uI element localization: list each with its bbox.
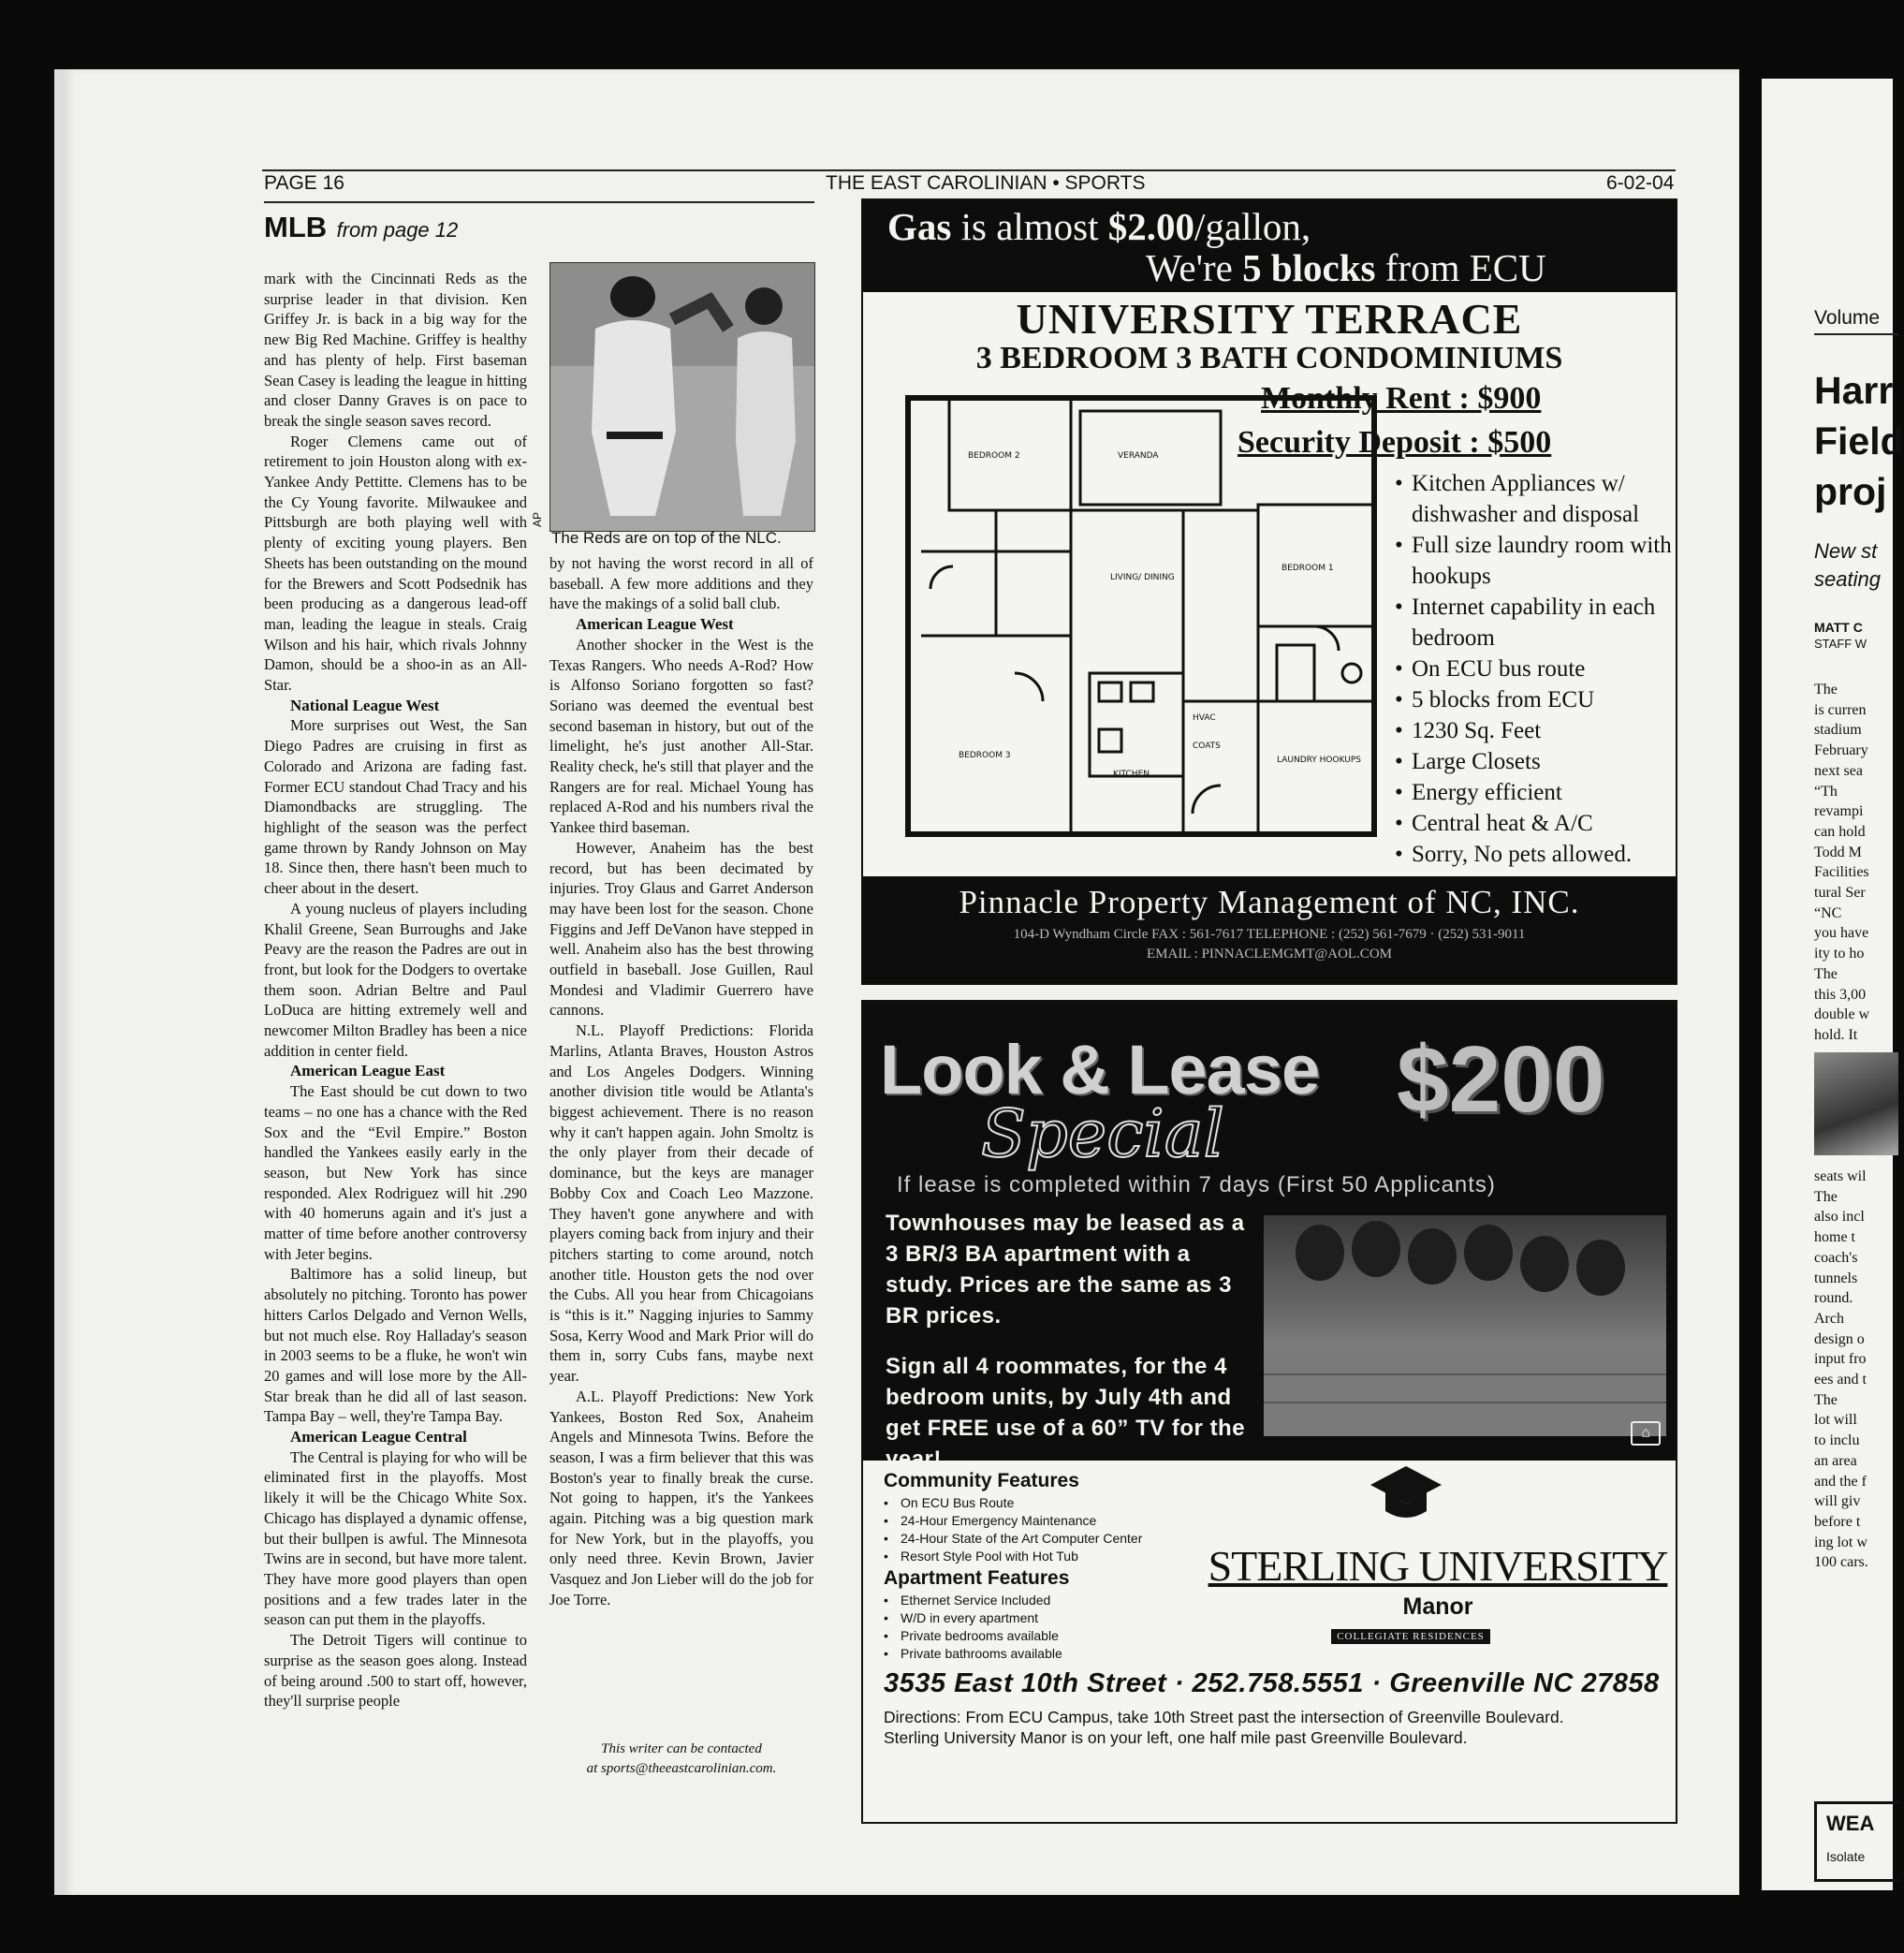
- next-page-photo: [1814, 1052, 1898, 1155]
- roommates-offer: Sign all 4 roommates, for the 4 bedroom units, by July 4th and get FREE use of a 60” TV for the year!: [886, 1354, 1246, 1472]
- feature-item: • Internet capability in each bedroom: [1395, 592, 1676, 653]
- apartment-feature-item: • Private bathrooms available: [884, 1645, 1221, 1663]
- next-deck-line-1: New st: [1814, 539, 1878, 563]
- paragraph: However, Anaheim has the best record, but has been decimated by injuries. Troy Glaus and Garret Anderson may have been lost for the season. Chone Figgins and Jeff DeVanon have stepped in well. Anaheim also has the best throwing outfield in baseball. Jose Guillen, Raul Mondesi and Vladimir Guerrero have cannons.: [549, 838, 813, 1020]
- next-page-fragment: [1762, 79, 1904, 1890]
- paragraph: Baltimore has a solid lineup, but absolutely no pitching. Toronto has power hitters Carlos Delgado and Vernon Wells, but not much else. Roy Halladay's season in 2003 seems to be a fluke, he won't win 20 games and will lose more by the All-Star break than he did all of last season. Tampa Bay – well, they're Tampa Bay.: [264, 1265, 527, 1426]
- body-line: design o: [1814, 1330, 1865, 1347]
- next-box-title: WEA: [1826, 1812, 1875, 1835]
- company-email: EMAIL : PINNACLEMGMT@AOL.COM: [1146, 947, 1392, 962]
- look-lease-panel: [863, 1002, 1676, 1472]
- next-byline: MATT C: [1814, 620, 1863, 635]
- ad-address: 3535 East 10th Street · 252.758.5551 · Greenville NC 27858: [884, 1668, 1660, 1698]
- plan-label-coats: COATS: [1193, 742, 1221, 751]
- graduation-cap-icon: [1369, 1464, 1443, 1534]
- apartment-features-list: [884, 1592, 1221, 1663]
- pool-photo: [1264, 1215, 1666, 1436]
- body-line: this 3,00: [1814, 986, 1867, 1003]
- paragraph: The East should be cut down to two teams – no one has a chance with the Red Sox and the “Evil Empire.” Boston handled the Yankees easily early in the season, but New York has since responded. Alex Rodriguez will hit .290 with 40 homeruns again and it's just a matter of time before another controversy with Jeter begins.: [264, 1082, 527, 1263]
- plan-label-hvac: HVAC: [1193, 713, 1216, 723]
- paragraph: mark with the Cincinnati Reds as the surprise leader in that division. Ken Griffey Jr. is back in a big way for the new Big Red Machine. Griffey is healthy and has plenty of help. First baseman Sean Casey is leading the league in hitting and closer Danny Graves is on pace to break the single season saves record.: [264, 270, 527, 430]
- floor-plan: [902, 392, 1380, 842]
- body-line: hold. It: [1814, 1026, 1858, 1043]
- body-line: The: [1814, 1188, 1838, 1205]
- pinnacle-footer: [863, 876, 1676, 983]
- feature-item: • On ECU bus route: [1395, 653, 1676, 684]
- body-line: home t: [1814, 1229, 1855, 1246]
- body-line: coach's: [1814, 1249, 1858, 1266]
- company-address: 104-D Wyndham Circle FAX : 561-7617 TELEPHONE : (252) 561-7679 · (252) 531-9011: [1013, 927, 1526, 942]
- next-byline-title: STAFF W: [1814, 637, 1867, 651]
- body-line: Arch: [1814, 1310, 1844, 1327]
- body-line: you have: [1814, 925, 1869, 942]
- body-line: tural Ser: [1814, 885, 1866, 902]
- townhouses-text: Townhouses may be leased as a 3 BR/3 BA apartment with a study. Prices are the same as 3 BR prices.: [886, 1211, 1245, 1329]
- sterling-university-ad: [861, 1000, 1677, 1824]
- body-line: next sea: [1814, 762, 1863, 779]
- paragraph: The Central is playing for who will be eliminated first in the playoffs. Most likely it will be the Chicago White Sox. Chicago has displayed a dynamic offense, but their bullpen is awful. The Minnesota Twins are in second, but have more talent. They have more good players than open positions and a few trades later in the season can put them in the playoffs.: [264, 1447, 527, 1629]
- body-line: “Th: [1814, 783, 1838, 800]
- look-lease-title: Look & Lease: [880, 1031, 1320, 1109]
- kicker-rule: [264, 201, 814, 203]
- gas-banner: [863, 200, 1676, 292]
- body-line: 100 cars.: [1814, 1554, 1868, 1571]
- body-line: tunnels: [1814, 1270, 1858, 1286]
- publication-name: THE EAST CAROLINIAN • SPORTS: [826, 172, 1146, 194]
- contact-note: [549, 1740, 813, 1779]
- header-rule: [262, 169, 1676, 171]
- subhead: American League West: [576, 615, 734, 634]
- body-line: an area: [1814, 1452, 1857, 1469]
- next-deck-line-2: seating: [1814, 567, 1881, 591]
- community-features-title: Community Features: [884, 1470, 1079, 1491]
- paragraph: A young nucleus of players including Khalil Greene, Sean Burroughs and Jake Peavy are the reason the Padres are out in front, but look for the Dodgers to overtake them soon. Adrian Beltre and Paul LoDuca are hitting extremely well and newcomer Milton Bradley has been a nice addition in center field.: [264, 899, 527, 1060]
- body-line: “NC: [1814, 904, 1842, 921]
- paragraph: N.L. Playoff Predictions: Florida Marlins, Atlanta Braves, Houston Astros and Los Angeles Dodgers. Winning another division title would be Atlanta's biggest achievement. There is no reason why it can't happen again. John Smoltz is the only player from their decade of dominance, but the keys are manager Bobby Cox and Coach Leo Mazzone. They haven't gone anywhere and with players coming back from injury and their pitchers starting to come around, notch another title. Houston gets the nod over the Cubs. All you hear from Chicagoians is “this is it.” Nagging injuries to Sammy Sosa, Kerry Wood and Mark Prior will do them in, sorry Cubs fans, maybe next year.: [549, 1021, 813, 1386]
- body-line: round.: [1814, 1290, 1853, 1307]
- plan-label-kitchen: KITCHEN: [1113, 770, 1150, 779]
- lease-condition: If lease is completed within 7 days (First 50 Applicants): [897, 1172, 1496, 1197]
- photo-caption: The Reds are on top of the NLC.: [551, 529, 782, 547]
- paragraph: Roger Clemens came out of retirement to join Houston along with ex-Yankee Andy Pettitte. Clemens has to be the Cy Young favorite. Milwaukee and Pittsburgh are both playing well with plenty of exciting young players. Ben Sheets has been outstanding on the mound for the Brewers and Scott Podsednik has been producing as a dangerous lead-off man, leading the league in steals. Craig Wilson and his hair, which rivals Johnny Damon, should be a shoo-in as an All-Star.: [264, 432, 527, 695]
- body-line: The: [1814, 682, 1838, 698]
- feature-item: • Kitchen Appliances w/ dishwasher and disposal: [1395, 468, 1676, 530]
- plan-label-bed3: BEDROOM 3: [959, 751, 1011, 760]
- subhead: American League East: [290, 1062, 446, 1080]
- next-headline-line-1: Harr: [1814, 369, 1894, 412]
- ad-subtitle: 3 BEDROOM 3 BATH CONDOMINIUMS: [975, 341, 1563, 375]
- photo-image: [550, 263, 814, 531]
- feature-item: • Energy efficient: [1395, 777, 1676, 808]
- volume-label: Volume: [1814, 307, 1881, 329]
- special-title: Special: [981, 1095, 1224, 1172]
- next-page-box: [1814, 1801, 1901, 1882]
- ad-title: UNIVERSITY TERRACE: [1016, 295, 1523, 343]
- body-line: revampi: [1814, 803, 1864, 820]
- body-line: can hold: [1814, 823, 1866, 840]
- next-headline-line-2: Field: [1814, 419, 1904, 463]
- body-line: to inclu: [1814, 1432, 1860, 1449]
- brand-manor: Manor: [1402, 1593, 1473, 1620]
- article-column-2: [549, 553, 813, 1610]
- next-deck: [1814, 537, 1881, 594]
- kicker-label: MLB: [264, 211, 328, 243]
- company-name: Pinnacle Property Management of NC, INC.: [959, 884, 1580, 920]
- body-line: Todd M: [1814, 844, 1862, 860]
- next-body-1: [1814, 680, 1869, 1046]
- plan-label-bed2: BEDROOM 2: [968, 451, 1020, 461]
- next-box-text: Isolate: [1826, 1849, 1866, 1864]
- body-line: will giv: [1814, 1493, 1861, 1510]
- feature-item: • Sorry, No pets allowed.: [1395, 839, 1676, 870]
- body-line: The: [1814, 1391, 1838, 1408]
- volume-rule: [1814, 333, 1898, 335]
- directions-line-2: Sterling University Manor is on your left, one half mile past Greenville Boulevard.: [884, 1728, 1468, 1747]
- body-line: before t: [1814, 1513, 1861, 1530]
- community-feature-item: • 24-Hour Emergency Maintenance: [884, 1512, 1221, 1530]
- equal-housing-icon: ⌂: [1631, 1421, 1661, 1446]
- gas-line-1: Gas is almost $2.00/gallon,: [887, 205, 1311, 248]
- body-line: seats wil: [1814, 1168, 1867, 1184]
- plan-label-living: LIVING/ DINING: [1110, 573, 1175, 582]
- monthly-rent: Monthly Rent : $900: [1261, 381, 1542, 416]
- baseball-photo: [549, 262, 815, 532]
- body-line: input fro: [1814, 1351, 1867, 1368]
- apartment-feature-item: • Private bedrooms available: [884, 1627, 1221, 1645]
- body-line: ing lot w: [1814, 1534, 1867, 1550]
- gas-line-2: We're 5 blocks from ECU: [1146, 246, 1546, 289]
- body-line: lot will: [1814, 1412, 1857, 1429]
- body-line: and the f: [1814, 1473, 1867, 1490]
- photo-credit: AP: [531, 511, 545, 528]
- security-deposit: Security Deposit : $500: [1238, 425, 1552, 460]
- body-line: The: [1814, 965, 1838, 982]
- jump-label: from page 12: [336, 218, 459, 242]
- body-line: stadium: [1814, 722, 1862, 739]
- community-feature-item: • 24-Hour State of the Art Computer Center: [884, 1530, 1221, 1548]
- contact-line-1: This writer can be contacted: [601, 1741, 762, 1756]
- brand-tagline: COLLEGIATE RESIDENCES: [1331, 1629, 1490, 1644]
- paragraph: A.L. Playoff Predictions: New York Yankees, Boston Red Sox, Anaheim Angels and Minnesota Twins. Before the season, I was a firm believer that this was Boston's year to finally break the curse. Not going to happen, it's the Yankees again. Pitching was a big question mark for New York, but in the playoffs, you only need three. Kevin Brown, Javier Vasquez and Jon Lieber will do the job for Joe Torre.: [549, 1387, 813, 1608]
- contact-line-2: at sports@theeastcarolinian.com.: [586, 1761, 777, 1776]
- community-feature-item: • On ECU Bus Route: [884, 1494, 1221, 1512]
- plan-label-bed1: BEDROOM 1: [1282, 564, 1334, 573]
- apartment-features-title: Apartment Features: [884, 1567, 1070, 1589]
- body-line: February: [1814, 742, 1868, 759]
- subhead: American League Central: [290, 1428, 467, 1446]
- feature-item: • Central heat & A/C: [1395, 808, 1676, 839]
- apartment-feature-item: • W/D in every apartment: [884, 1609, 1221, 1627]
- body-line: ity to ho: [1814, 946, 1865, 962]
- feature-item: • 1230 Sq. Feet: [1395, 715, 1676, 746]
- paragraph: by not having the worst record in all of baseball. A few more additions and they have the makings of a solid ball club.: [549, 554, 813, 613]
- next-body-2: [1814, 1167, 1868, 1573]
- issue-date: 6-02-04: [1606, 172, 1675, 194]
- body-line: is curren: [1814, 701, 1867, 718]
- university-terrace-ad: [861, 198, 1677, 985]
- brand-name: STERLING UNIVERSITY: [1208, 1542, 1668, 1590]
- plan-label-veranda: VERANDA: [1118, 451, 1159, 461]
- article-column-1: [264, 269, 527, 1711]
- body-line: Facilities: [1814, 864, 1869, 881]
- body-line: double w: [1814, 1006, 1870, 1023]
- special-price: $200: [1397, 1027, 1605, 1132]
- feature-list: [1395, 468, 1676, 870]
- body-line: also incl: [1814, 1209, 1865, 1226]
- apartment-feature-item: • Ethernet Service Included: [884, 1592, 1221, 1609]
- directions-line-1: Directions: From ECU Campus, take 10th Street past the intersection of Greenville Boulevard.: [884, 1708, 1564, 1726]
- feature-item: • Full size laundry room with hookups: [1395, 530, 1676, 592]
- body-line: ees and t: [1814, 1372, 1867, 1388]
- next-headline-line-3: proj: [1814, 470, 1887, 513]
- article-kicker: [264, 211, 458, 244]
- plan-label-laundry: LAUNDRY HOOKUPS: [1277, 756, 1361, 765]
- feature-item: • 5 blocks from ECU: [1395, 684, 1676, 715]
- community-feature-item: • Resort Style Pool with Hot Tub: [884, 1548, 1221, 1565]
- page-number: PAGE 16: [264, 172, 344, 194]
- next-headline: [1814, 365, 1904, 517]
- paragraph: Another shocker in the West is the Texas Rangers. Who needs A-Rod? How is Alfonso Soriano forgotten so fast? Soriano was deemed the eventual best second baseman in history, but out of the limelight, he's just another All-Star. Reality check, he's still that player and the Rangers are for real. Michael Young has replaced A-Rod and his numbers rival the Yankee third baseman.: [549, 635, 813, 837]
- community-features-list: [884, 1494, 1221, 1565]
- paragraph: The Detroit Tigers will continue to surprise as the season goes along. Instead of being around .500 to start off, however, they'll surprise people: [264, 1631, 527, 1711]
- feature-item: • Large Closets: [1395, 746, 1676, 777]
- subhead: National League West: [290, 696, 440, 714]
- paragraph: More surprises out West, the San Diego Padres are cruising in first as Colorado and Arizona are fading fast. Former ECU standout Chad Tracy and his Diamondbacks are struggling. The highlight of the season was the perfect game thrown by Randy Johnson on May 18. Since then, there hasn't been much to cheer about in the desert.: [264, 716, 527, 898]
